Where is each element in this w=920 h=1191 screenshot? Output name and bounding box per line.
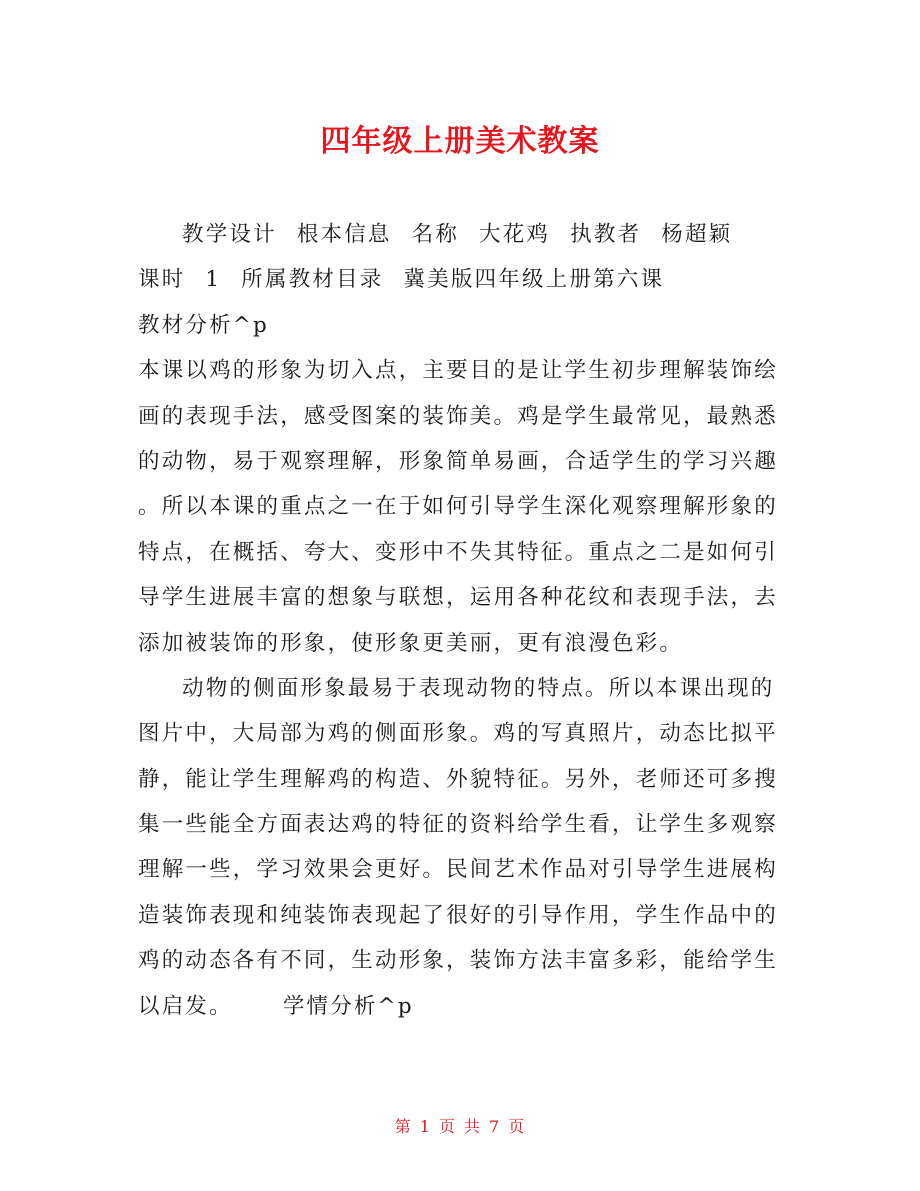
paragraph-line: 。所以本课的重点之一在于如何引导学生深化观察理解形象的 [138,494,778,520]
paragraph-line: 添加被装饰的形象，使形象更美丽，更有浪漫色彩。 [138,630,684,656]
paragraph-line: 鸡的动态各有不同，生动形象，装饰方法丰富多彩，能给学生 [138,948,778,974]
footer-page-number: 1 [419,1117,431,1136]
section-student-heading: 学情分析^p [282,993,414,1019]
paragraph-line: 本课以鸡的形象为切入点，主要目的是让学生初步理解装饰绘 [138,358,778,384]
footer-page-word: 第 [394,1117,412,1136]
label-basic-info: 根本信息 [296,222,392,247]
catalog-value: 冀美版四年级上册第六课 [403,267,665,293]
paragraph-line: 图片中，大局部为鸡的侧面形象。鸡的写真照片，动态比拟平 [138,721,778,747]
info-row-basic [138,212,786,257]
label-name: 名称 [411,222,460,247]
info-row-hours [138,257,786,302]
footer-total-number: 7 [489,1117,501,1136]
paragraph-line: 造装饰表现和纯装饰表现起了很好的引导作用，学生作品中的 [138,902,778,928]
paragraph-line: 集一些能全方面表达鸡的特征的资料给学生看，让学生多观察 [138,812,778,838]
footer-total-word: 共 [464,1117,482,1136]
paragraph-line: 静，能让学生理解鸡的构造、外貌特征。另外，老师还可多搜 [138,766,778,792]
paragraph-line: 导学生进展丰富的想象与联想，运用各种花纹和表现手法，去 [138,585,778,611]
document-body [138,212,786,1029]
lesson-hours: 1 [205,267,222,293]
paragraph-line: 的动物，易于观察理解，形象简单易画，合适学生的学习兴趣 [138,448,778,474]
footer-total-unit: 页 [508,1117,526,1136]
paragraph-line: 特点，在概括、夸大、变形中不失其特征。重点之二是如何引 [138,539,778,565]
lesson-name: 大花鸡 [479,222,551,247]
label-teacher: 执教者 [570,222,642,247]
label-catalog: 所属教材目录 [241,267,384,293]
paragraph-ending: 以启发。 [138,993,233,1019]
page-footer [0,1114,920,1137]
label-hours: 课时 [138,267,186,293]
document-title: 四年级上册美术教案 [320,124,600,159]
section-material-heading: 教材分析^p [138,312,269,338]
footer-page-unit: 页 [438,1117,456,1136]
paragraph-line: 动物的侧面形象最易于表现动物的特点。所以本课出现的 [182,675,775,701]
teacher-name: 杨超颖 [661,222,733,247]
paragraph-line: 理解一些，学习效果会更好。民间艺术作品对引导学生进展构 [138,857,778,883]
paragraph-line: 画的表现手法，感受图案的装饰美。鸡是学生最常见，最熟悉 [138,403,778,429]
paragraph-last-line [138,984,786,1029]
label-design: 教学设计 [182,222,277,247]
